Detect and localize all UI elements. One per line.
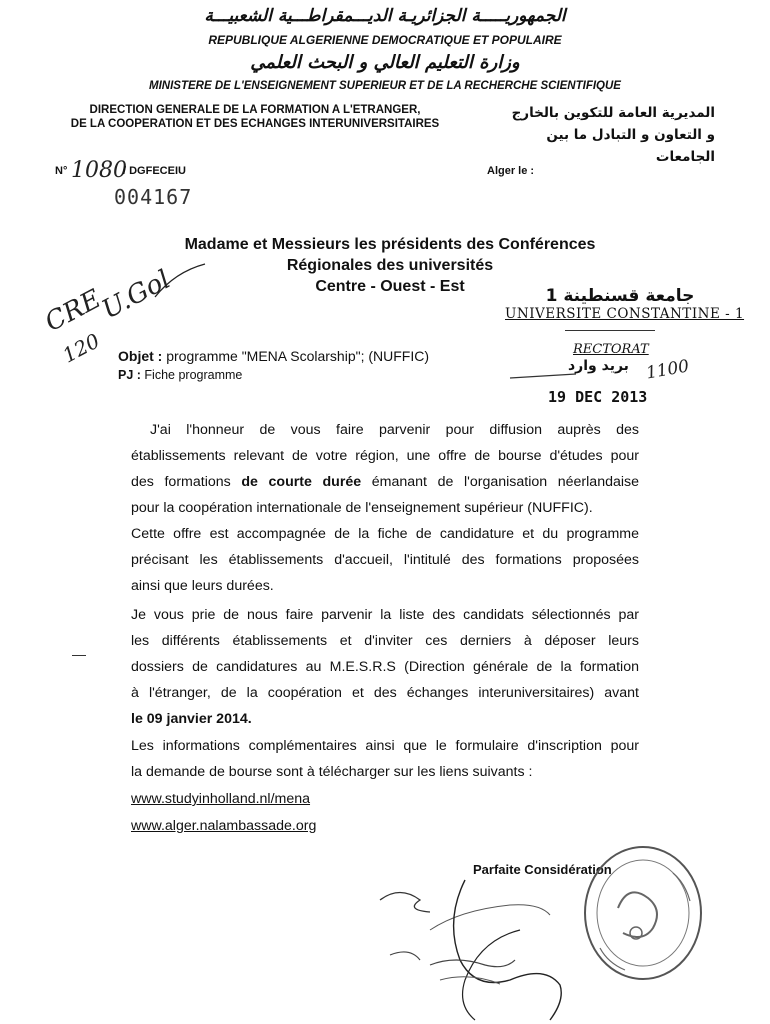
body-p3-l4: à l'étranger, de la coopération et des échanges interuniversitaires) avant — [131, 685, 639, 701]
addressee-line3: Centre - Ouest - Est — [315, 278, 465, 295]
body-p1-l4: pour la coopération internationale de l'enseignement supérieur (NUFFIC). — [131, 500, 593, 516]
body-p1-l3-bold: de courte durée — [241, 474, 362, 490]
stamp-date: 19 DEC 2013 — [548, 388, 648, 406]
body-p3-l1: Je vous prie de nous faire parvenir la liste des candidats sélectionnés par — [131, 607, 639, 623]
body-p4-l2: la demande de bourse sont à télécharger sur les liens suivants : — [131, 764, 533, 780]
object-line — [118, 348, 429, 364]
stamp-line — [565, 330, 655, 332]
attachment-label: PJ : — [118, 368, 141, 382]
body-p2-l3: ainsi que leurs durées. — [131, 578, 274, 594]
body-p1-l1: J'ai l'honneur de vous faire parvenir pour diffusion auprès des — [150, 422, 639, 438]
alger-date-label: Alger le : — [487, 165, 535, 177]
addressee-line1: Madame et Messieurs les présidents des Conférences — [184, 236, 596, 253]
stamp-rectorat: RECTORAT — [573, 342, 649, 357]
body-p1-l3-c: émanant de l'organisation néerlandaise — [371, 474, 639, 490]
handwritten-annotation-1: CRE — [40, 284, 107, 338]
body-p1-l3-a: des formations — [131, 474, 231, 490]
handwritten-annotation-3: 120 — [58, 328, 104, 368]
direction-french-line1: DIRECTION GENERALE DE LA FORMATION A L'ETRANGER, — [89, 104, 421, 116]
body-p3-l5: le 09 janvier 2014. — [131, 711, 252, 727]
stamp-number: 004167 — [114, 185, 193, 209]
handwritten-annotation-2: U.Gol — [97, 264, 176, 326]
margin-mark — [72, 655, 86, 656]
direction-arabic-line1: المديرية العامة للتكوين بالخارج — [511, 105, 715, 121]
ref-number-handwritten: 1080 — [71, 158, 127, 183]
ref-code: / DGFECEIU — [123, 165, 186, 177]
body-p2-l2: précisant les établissements d'accueil, l'intitulé des formations proposées — [131, 552, 639, 568]
stamp-university-french: UNIVERSITE CONSTANTINE - 1 — [505, 306, 745, 322]
link-studyinholland[interactable]: www.studyinholland.nl/mena — [131, 791, 311, 807]
republic-french: REPUBLIQUE ALGERIENNE DEMOCRATIQUE ET POPULAIRE — [208, 33, 562, 47]
direction-arabic — [490, 102, 715, 168]
direction-french — [40, 103, 470, 131]
closing-text: Parfaite Considération — [473, 862, 612, 877]
ref-number-prefix: N° — [55, 165, 68, 177]
ministry-arabic: وزارة التعليم العالي و البحث العلمي — [250, 52, 520, 73]
direction-arabic-line2: و التعاون و التبادل ما بين الجامعات — [546, 127, 715, 165]
body-p1-l3 — [131, 469, 639, 495]
signature — [370, 870, 600, 1024]
ministry-french: MINISTERE DE L'ENSEIGNEMENT SUPERIEUR ET DE LA RECHERCHE SCIENTIFIQUE — [149, 80, 621, 92]
stamp-handwritten-number: 1100 — [644, 356, 691, 384]
attachment-line — [118, 368, 242, 382]
handwritten-stroke — [150, 262, 210, 302]
stamp-courrier-arabic: بريد وارد — [568, 358, 629, 374]
direction-french-line2: DE LA COOPERATION ET DES ECHANGES INTERUNIVERSITAIRES — [70, 118, 440, 130]
addressee-line2: Régionales des universités — [286, 257, 494, 274]
body-p3-l2: les différents établissements et d'inviter ces derniers à déposer leurs — [131, 633, 639, 649]
stamp-university-arabic: جامعة قسنطينة 1 — [545, 286, 695, 306]
body-p4-l1: Les informations complémentaires ainsi que le formulaire d'inscription pour — [131, 738, 639, 754]
body-p3-l3: dossiers de candidatures au M.E.S.R.S (Direction générale de la formation — [131, 659, 639, 675]
republic-arabic: الجمهوريـــــة الجزائريـة الديـــمقراطـــية الشعبيـــة — [204, 6, 566, 26]
object-text: programme "MENA Scolarship"; (NUFFIC) — [166, 348, 430, 364]
body-p1-l2: établissements relevant de votre région, une offre de bourse d'études pour — [131, 448, 639, 464]
attachment-text: Fiche programme — [144, 368, 243, 382]
stamp-stroke — [508, 368, 578, 384]
body-p2-l1: Cette offre est accompagnée de la fiche de candidature et du programme — [131, 526, 639, 542]
link-embassy[interactable]: www.alger.nalambassade.org — [131, 818, 317, 834]
object-label: Objet : — [118, 348, 163, 364]
